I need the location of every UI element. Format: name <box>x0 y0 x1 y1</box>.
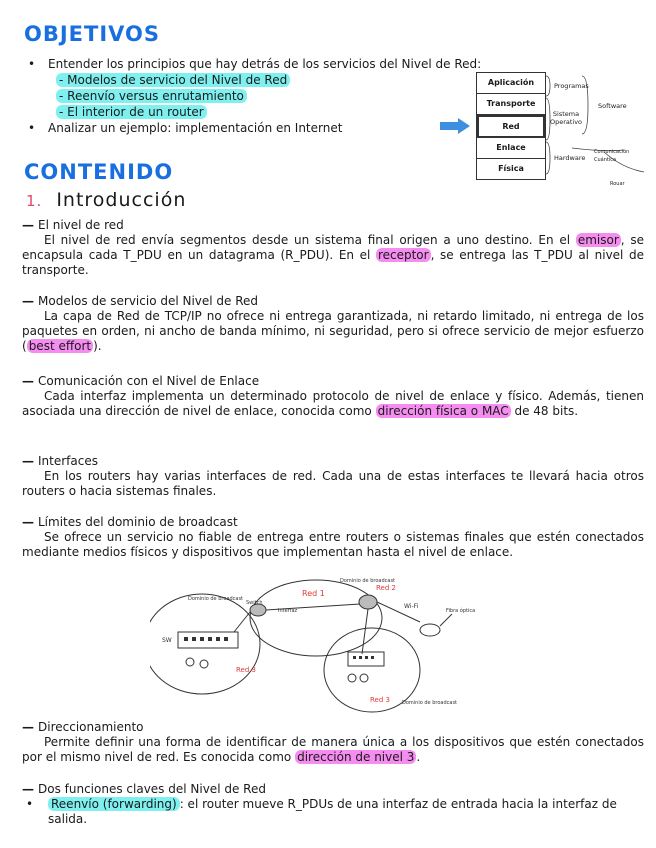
label-switch: Switch <box>246 600 263 606</box>
label-dominio-left: Dominio de broadcast <box>188 596 244 602</box>
label-red3: Red 3 <box>370 696 390 704</box>
block-modelos: — Modelos de servicio del Nivel de Red La capa de Red de TCP/IP no ofrece ni entrega garantizada, ni retardo limitado, ni entrega de los paquetes en orden, ni ancho de banda mínimo, ni seguridad, pero si ofrece servicio de mejor esfuerzo ( best effort ). <box>22 294 644 353</box>
block-title: El nivel de red <box>38 218 124 232</box>
block-title: Límites del dominio de broadcast <box>38 515 238 529</box>
label-hardware: Hardware <box>554 154 586 162</box>
block-title: Comunicación con el Nivel de Enlace <box>38 374 260 388</box>
label-wifi: Wi-Fi <box>404 603 419 610</box>
block-title: Interfaces <box>38 454 98 468</box>
label-sistema-operativo: Sistema Operativo <box>549 110 583 126</box>
block-title: Dos funciones claves del Nivel de Red <box>38 782 266 796</box>
list-item: • Entender los principios que hay detrás de los servicios del Nivel de Red: - Modelos de servicio del Nivel de Red - Reenvío versus enrutamiento - El interior de un router <box>28 57 482 119</box>
bullet-icon: • <box>28 57 36 71</box>
block-interfaces: — Interfaces En los routers hay varias interfaces de red. Cada una de estas interfaces te llevará hacia otros routers o hacia sistemas finales. <box>22 454 644 498</box>
label-software: Software <box>598 102 627 110</box>
label-dominio-top: Dominio de broadcast <box>340 578 396 584</box>
layer-fisica: Física <box>477 159 545 179</box>
contenido-heading: CONTENIDO <box>24 160 174 184</box>
network-diagram <box>150 574 496 714</box>
layer-stack <box>476 72 546 180</box>
label-red2: Red 2 <box>376 584 396 592</box>
block-limites: — Límites del dominio de broadcast Se ofrece un servicio no fiable de entrega entre routers o sistemas finales que estén conectados mediante medios físicos y dispositivos que implementan hasta el nivel de enlace. <box>22 515 644 559</box>
arrow-right-icon <box>440 118 470 134</box>
router-icon <box>359 595 377 609</box>
bullet-icon: • <box>28 121 36 135</box>
section-number: 1. <box>26 192 43 210</box>
label-interfaz: Interfaz <box>278 608 298 614</box>
block-nivel-red: — El nivel de red El nivel de red envía segmentos desde un sistema final origen a uno destino. En el emisor , se encapsula cada T_PDU en un datagrama (R_PDU). En el receptor , se entrega las T_PDU al nivel de transporte. <box>22 218 645 277</box>
label-red1: Red 1 <box>302 589 325 598</box>
section-title: 1. Introducción <box>26 189 187 211</box>
layer-enlace: Enlace <box>477 138 545 159</box>
label-sw: SW <box>162 637 172 644</box>
layer-transporte: Transporte <box>477 94 545 115</box>
block-title: Direccionamiento <box>38 720 144 734</box>
block-comunicacion: — Comunicación con el Nivel de Enlace Cada interfaz implementa un determinado protocolo de nivel de enlace y físico. Además, tienen asociada una dirección de nivel de enlace, conocida como dirección física o MAC de 48 bits. <box>22 374 644 418</box>
subitem-reenvio: - Reenvío versus enrutamiento <box>56 89 247 103</box>
objetivos-heading: OBJETIVOS <box>24 22 161 46</box>
layer-red: Red <box>477 115 545 138</box>
subitem-router: - El interior de un router <box>56 105 207 119</box>
label-red-left: Red 3 <box>236 666 256 674</box>
funciones-highlight: Reenvío (forwarding) <box>48 797 180 811</box>
subitem-modelos: - Modelos de servicio del Nivel de Red <box>56 73 290 87</box>
bullet-icon: • <box>26 797 34 811</box>
label-fibra: Fibra óptica <box>446 608 476 614</box>
layer-aplicacion: Aplicación <box>477 73 545 94</box>
label-host: Rouar <box>610 181 625 187</box>
block-direccionamiento: — Direccionamiento Permite definir una forma de identificar de manera única a los dispositivos que estén conectados por el mismo nivel de red. Es conocida como dirección de nivel 3 . <box>22 720 644 764</box>
layer-diagram <box>476 72 652 190</box>
block-title: Modelos de servicio del Nivel de Red <box>38 294 259 308</box>
block-funciones: — Dos funciones claves del Nivel de Red • Reenvío (forwarding) : el router mueve R_PDUs de una interfaz de entrada hacia la interfaz de salida. <box>22 782 617 826</box>
label-programas: Programas <box>554 82 589 90</box>
label-dominio-bottom: Dominio de broadcast <box>402 700 458 706</box>
list-item: • Analizar un ejemplo: implementación en Internet <box>28 121 343 135</box>
label-medio: Comunicación Cuántica <box>594 149 630 163</box>
objetivos-list <box>22 56 481 136</box>
